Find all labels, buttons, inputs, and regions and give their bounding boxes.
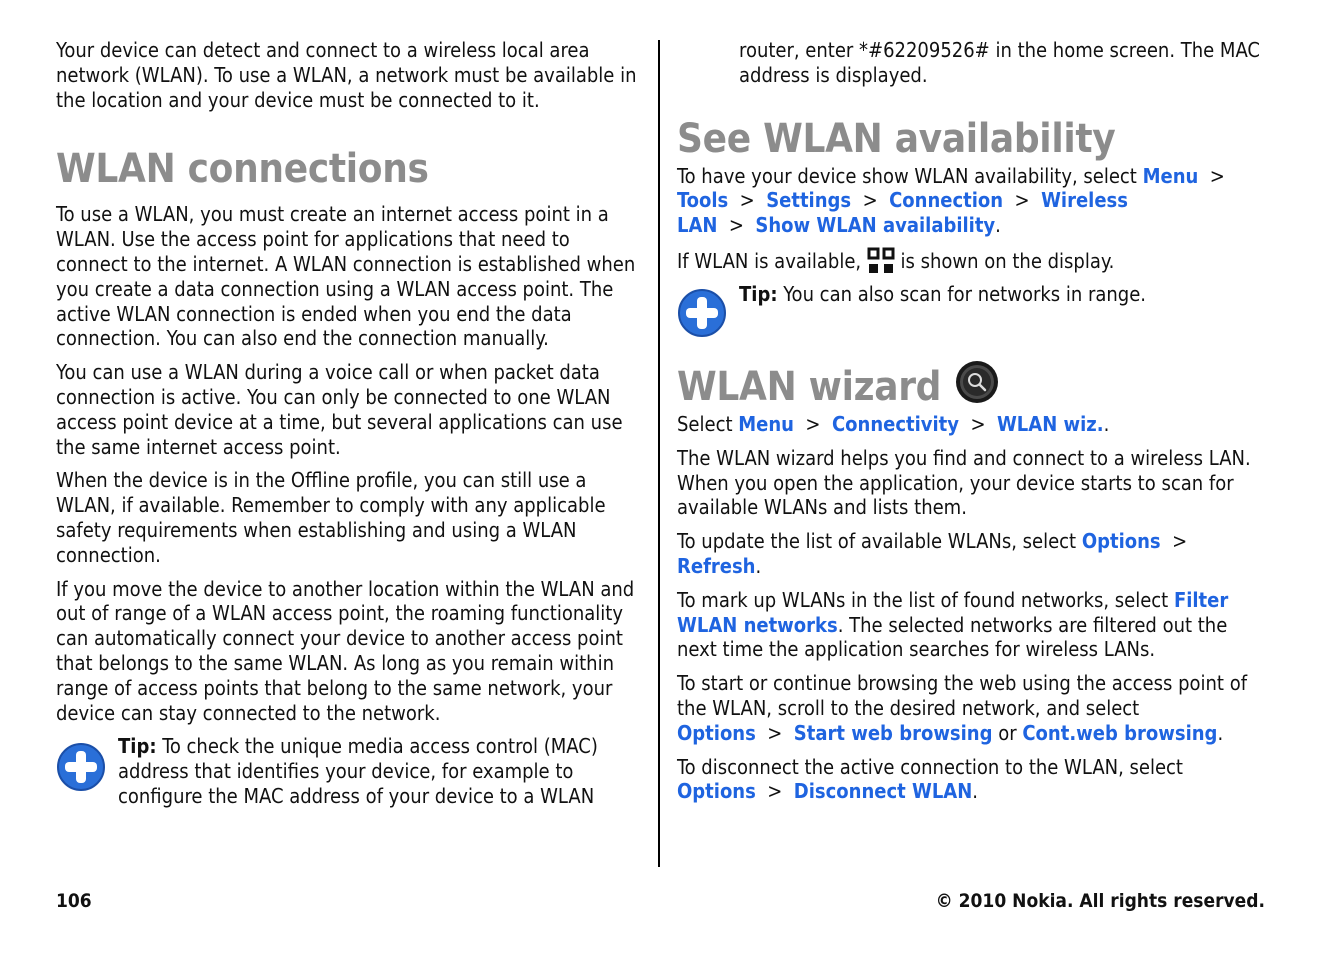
link-tools[interactable]: Tools [677, 188, 729, 213]
copyright: © 2010 Nokia. All rights reserved. [935, 890, 1265, 912]
paragraph-availability-path [677, 164, 1267, 238]
tip-mac-address [56, 734, 646, 808]
plus-circle-icon [56, 742, 106, 792]
tip-body: To check the unique media access control (MAC) address that identifies your device, for example to configure the MAC address of your device to a WLAN [118, 734, 598, 808]
tip-text [118, 734, 646, 808]
intro-paragraph: Your device can detect and connect to a wireless local area network (WLAN). To use a WLAN, a network must be available in the location and your device must be connected to it. [56, 38, 637, 112]
page-number: 106 [56, 890, 92, 912]
mac-continuation: router, enter *#62209526# in the home screen. The MAC address is displayed. [739, 38, 1260, 87]
wlan-wizard-app-icon [955, 360, 999, 404]
plus-circle-icon [677, 288, 727, 338]
link-options[interactable]: Options [677, 779, 756, 804]
separator: > [970, 411, 986, 436]
separator: > [862, 188, 878, 213]
text: or [992, 720, 1023, 745]
paragraph-update-list [677, 529, 1267, 579]
text: To have your device show WLAN availability, select [677, 163, 1143, 188]
text: Select [677, 411, 739, 436]
text: is shown on the display. [894, 248, 1115, 273]
tip-label: Tip: [739, 281, 778, 306]
link-options[interactable]: Options [1081, 529, 1161, 554]
link-disconnect-wlan[interactable]: Disconnect WLAN [793, 779, 973, 804]
link-start-web-browsing[interactable]: Start web browsing [793, 720, 993, 745]
paragraph-roaming: If you move the device to another location within the WLAN and out of range of a WLAN access point, the roaming functionality can automatically connect your device to another access point that belongs to the same WLAN. As long as you remain within range of access points that belong to the same network, your device can stay connected to the network. [56, 576, 635, 725]
paragraph-voice-call: You can use a WLAN during a voice call or when packet data connection is active. You can only be connected to one WLAN access point device at a time, but several applications can use the same internet access point. [56, 360, 623, 459]
paragraph-disconnect [677, 755, 1267, 805]
link-filter-wlan-networks[interactable]: Filter WLAN networks [677, 587, 1229, 637]
left-column [56, 38, 646, 818]
heading-see-wlan-availability: See WLAN availability [677, 115, 1116, 162]
text: . The selected networks are filtered out the next time the application searches for wireless LANs. [677, 612, 1228, 662]
period: . [1217, 720, 1224, 745]
link-show-wlan-availability[interactable]: Show WLAN availability [755, 213, 996, 238]
right-column [677, 38, 1267, 813]
separator: > [1209, 163, 1225, 188]
tip-label: Tip: [118, 734, 157, 759]
link-cont-web-browsing[interactable]: Cont.web browsing [1022, 720, 1218, 745]
separator: > [805, 411, 821, 436]
paragraph-wizard-description: The WLAN wizard helps you find and connect to a wireless LAN. When you open the application, your device starts to scan for available WLANs and lists them. [677, 445, 1251, 520]
separator: > [1172, 529, 1188, 554]
heading-wlan-connections: WLAN connections [56, 146, 429, 193]
separator: > [728, 213, 744, 238]
text: To disconnect the active connection to the WLAN, select [677, 754, 1183, 779]
separator: > [739, 188, 755, 213]
link-wlan-wiz[interactable]: WLAN wiz. [996, 411, 1104, 436]
period: . [755, 553, 762, 578]
wlan-available-indicator-icon [867, 247, 895, 275]
link-refresh[interactable]: Refresh [677, 553, 756, 578]
link-menu[interactable]: Menu [738, 411, 794, 436]
link-settings[interactable]: Settings [766, 188, 852, 213]
paragraph-offline-profile: When the device is in the Offline profile, you can still use a WLAN, if available. Remember to comply with any applicable safety requirements when establishing and using a WLAN connection. [56, 468, 606, 567]
period: . [972, 779, 979, 804]
separator: > [1014, 188, 1030, 213]
link-options[interactable]: Options [677, 720, 756, 745]
paragraph-select-wizard [677, 412, 1267, 437]
text: If WLAN is available, [677, 248, 867, 273]
paragraph-browse [677, 671, 1267, 745]
tip-body: You can also scan for networks in range. [777, 281, 1147, 306]
tip-scan-networks [677, 282, 1267, 338]
heading-text: WLAN wizard [677, 363, 942, 410]
link-connection[interactable]: Connection [889, 188, 1004, 213]
period: . [1103, 411, 1110, 436]
paragraph-filter [677, 588, 1267, 662]
column-divider [658, 40, 660, 867]
link-connectivity[interactable]: Connectivity [831, 411, 959, 436]
separator: > [767, 779, 783, 804]
tip-text [739, 282, 1146, 307]
text: To update the list of available WLANs, select [677, 529, 1082, 554]
heading-wlan-wizard [677, 360, 1267, 410]
period: . [995, 213, 1001, 238]
link-wireless-lan[interactable]: Wireless LAN [677, 188, 1128, 238]
text: To start or continue browsing the web using the access point of the WLAN, scroll to the desired network, and select [677, 671, 1248, 720]
text: To mark up WLANs in the list of found networks, select [677, 587, 1174, 612]
paragraph-if-available [677, 247, 1267, 275]
paragraph-access-point: To use a WLAN, you must create an internet access point in a WLAN. Use the access point for applications that need to connect to the internet. A WLAN connection is established when you create a data connection using a WLAN access point. The active WLAN connection is ended when you end the data connection. You can also end the connection manually. [56, 202, 636, 351]
separator: > [767, 720, 783, 745]
link-menu[interactable]: Menu [1142, 163, 1199, 188]
